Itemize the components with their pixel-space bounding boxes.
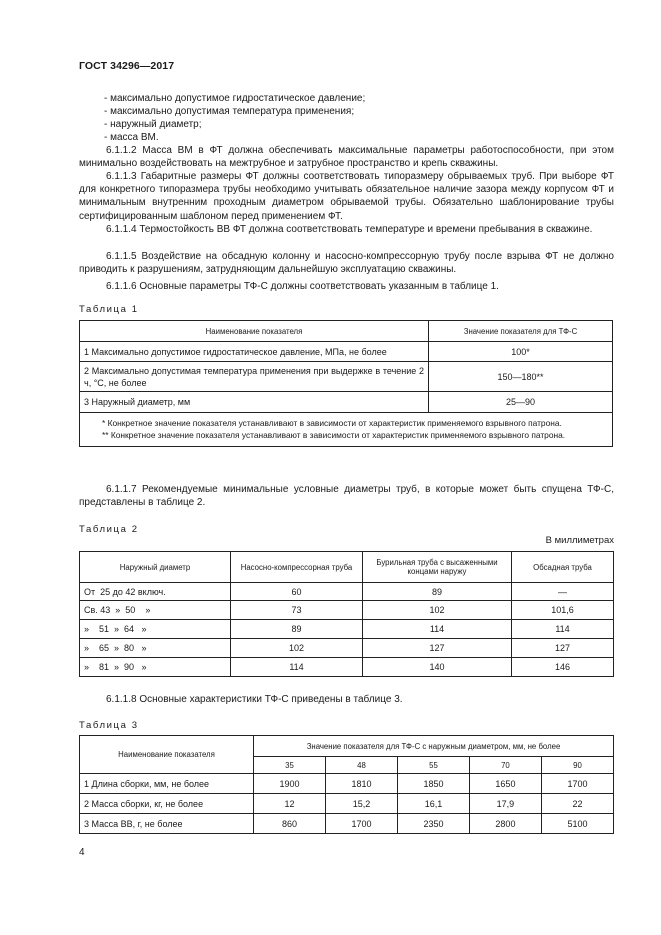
table3-caption: Таблица 3 (79, 720, 139, 731)
table2-header: Бурильная труба с высаженными концами наружу (363, 552, 512, 583)
table-cell: 1810 (325, 774, 397, 794)
table-cell: Св. 43 » 50 » (80, 601, 231, 620)
table3-diameter: 48 (325, 757, 397, 774)
table-cell: 100* (429, 342, 613, 362)
table-cell: 114 (231, 658, 363, 677)
table-row (80, 342, 613, 362)
table-row (80, 794, 614, 814)
table-cell: 114 (512, 620, 614, 639)
table-cell: 127 (363, 639, 512, 658)
table-cell: 860 (254, 814, 326, 834)
table-cell: 2800 (469, 814, 541, 834)
list-item: - масса ВМ. (104, 132, 159, 143)
table1-header-value: Значение показателя для ТФ-С (429, 321, 613, 342)
table-cell: 22 (541, 794, 613, 814)
page-number: 4 (79, 847, 85, 858)
table-cell: » 81 » 90 » (80, 658, 231, 677)
table1-notes (80, 413, 613, 447)
table2-caption: Таблица 2 (79, 524, 139, 535)
table1-header-name: Наименование показателя (80, 321, 429, 342)
table-cell: 1 Длина сборки, мм, не более (80, 774, 254, 794)
table-1 (79, 320, 613, 447)
table-cell: 15,2 (325, 794, 397, 814)
paragraph-6117: 6.1.1.7 Рекомендуемые минимальные условные диаметры труб, в которые может быть спущена ТФ-С, представлены в таблице 2. (79, 484, 614, 509)
table-cell: 3 Наружный диаметр, мм (80, 392, 429, 413)
table-cell: 16,1 (397, 794, 469, 814)
table-cell: 146 (512, 658, 614, 677)
paragraph-6114: 6.1.1.4 Термостойкость ВВ ФТ должна соответствовать температуре и времени пребывания в скважине. (106, 224, 593, 235)
paragraph-6118: 6.1.1.8 Основные характеристики ТФ-С приведены в таблице 3. (106, 694, 403, 705)
table2-units: В миллиметрах (545, 535, 614, 546)
table-cell: 102 (363, 601, 512, 620)
table-cell: 73 (231, 601, 363, 620)
table-cell: » 65 » 80 » (80, 639, 231, 658)
table2-header: Наружный диаметр (80, 552, 231, 583)
table-cell: 89 (231, 620, 363, 639)
table-row (80, 392, 613, 413)
table1-caption: Таблица 1 (79, 304, 139, 315)
table-cell: » 51 » 64 » (80, 620, 231, 639)
table-cell: 5100 (541, 814, 613, 834)
table-cell: 2 Масса сборки, кг, не более (80, 794, 254, 814)
list-item: - максимально допустимая температура применения; (104, 106, 355, 117)
table-cell: 102 (231, 639, 363, 658)
table-row (80, 583, 614, 601)
table3-diameter: 35 (254, 757, 326, 774)
table-2 (79, 551, 614, 677)
table2-header: Обсадная труба (512, 552, 614, 583)
table-cell: 150—180** (429, 362, 613, 392)
document-code: ГОСТ 34296—2017 (79, 60, 175, 72)
list-item: - максимально допустимое гидростатическое давление; (104, 93, 366, 104)
table-cell: 1700 (325, 814, 397, 834)
table-cell: 17,9 (469, 794, 541, 814)
table-row (80, 774, 614, 794)
table1-notes-row (80, 413, 613, 447)
table-cell: 127 (512, 639, 614, 658)
table2-header: Насосно-компрессорная труба (231, 552, 363, 583)
table-cell: 89 (363, 583, 512, 601)
table-cell: 3 Масса ВВ, г, не более (80, 814, 254, 834)
table-row (80, 814, 614, 834)
table3-diameter: 70 (469, 757, 541, 774)
table-cell: — (512, 583, 614, 601)
table-cell: 140 (363, 658, 512, 677)
table-cell: 60 (231, 583, 363, 601)
table-cell: 25—90 (429, 392, 613, 413)
table-cell: 1850 (397, 774, 469, 794)
table-row (80, 658, 614, 677)
table-row (80, 620, 614, 639)
table-row (80, 601, 614, 620)
table3-diameter: 90 (541, 757, 613, 774)
list-item: - наружный диаметр; (104, 119, 202, 130)
paragraph-6113: 6.1.1.3 Габаритные размеры ФТ должны соответствовать типоразмеру обрываемых труб. При выборе ФТ для конкретного типоразмера трубы необходимо учитывать обязательное наличие зазора между корпусом ФТ и минимальным внутренним проходным диаметром обрываемой трубы. Обязательно шаблонирование трубы сертифицированным шаблоном перед применением ФТ. (79, 171, 614, 222)
paragraph-6116: 6.1.1.6 Основные параметры ТФ-С должны соответствовать указанным в таблице 1. (106, 281, 499, 292)
table-cell: 2 Максимально допустимая температура применения при выдержке в течение 2 ч, °С, не более (80, 362, 429, 392)
table-cell: От 25 до 42 включ. (80, 583, 231, 601)
table1-note: * Конкретное значение показателя устанавливают в зависимости от характеристик применяемого взрывного патрона. (102, 418, 562, 428)
table-cell: 101,6 (512, 601, 614, 620)
table3-header-group: Значение показателя для ТФ-С с наружным диаметром, мм, не более (254, 736, 614, 757)
table-cell: 1650 (469, 774, 541, 794)
table3-diameter: 55 (397, 757, 469, 774)
table-cell: 114 (363, 620, 512, 639)
paragraph-6112: 6.1.1.2 Масса ВМ в ФТ должна обеспечивать максимальные параметры работоспособности, при этом минимально воздействовать на межтрубное и затрубное пространство и крепь скважины. (79, 145, 614, 170)
table-row (80, 639, 614, 658)
table-row (80, 362, 613, 392)
paragraph-6115: 6.1.1.5 Воздействие на обсадную колонну и насосно-компрессорную трубу после взрыва ФТ не должно приводить к разрушениям, затрудняющим дальнейшую эксплуатацию скважины. (79, 251, 614, 276)
table-cell: 1700 (541, 774, 613, 794)
table1-note: ** Конкретное значение показателя устанавливают в зависимости от характеристик применяемого взрывного патрона. (102, 430, 566, 440)
table-cell: 12 (254, 794, 326, 814)
table-cell: 1 Максимально допустимое гидростатическое давление, МПа, не более (80, 342, 429, 362)
table-cell: 1900 (254, 774, 326, 794)
table-3 (79, 735, 614, 834)
table-cell: 2350 (397, 814, 469, 834)
table3-header-name: Наименование показателя (80, 736, 254, 774)
